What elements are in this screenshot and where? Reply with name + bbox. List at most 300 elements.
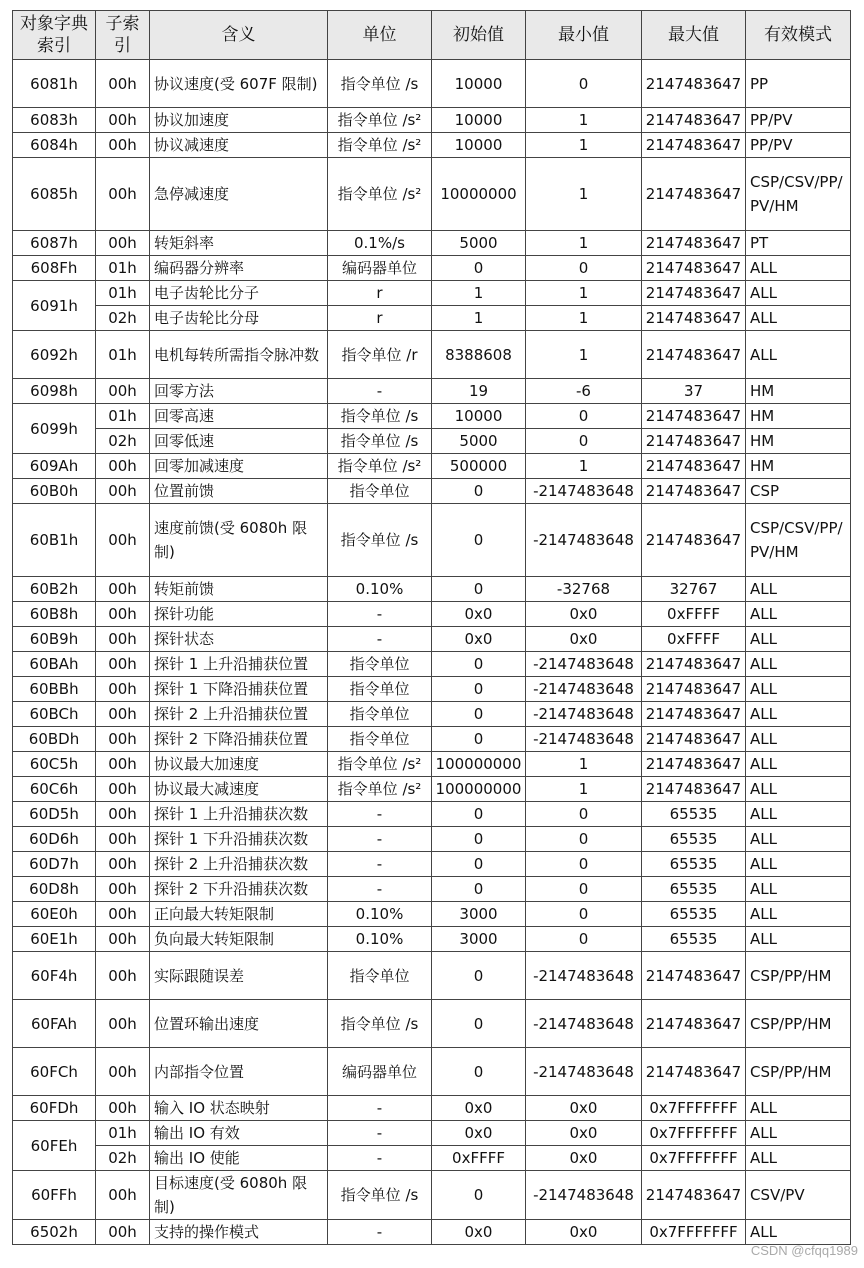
cell-mode: ALL [746,1096,851,1121]
cell-meaning: 回零方法 [150,379,328,404]
cell-index: 60B1h [13,504,96,577]
cell-unit: 指令单位 /s² [328,158,432,231]
cell-max: 2147483647 [642,231,746,256]
cell-subindex: 00h [96,158,150,231]
cell-mode: ALL [746,752,851,777]
cell-unit: 指令单位 [328,479,432,504]
cell-unit: - [328,1146,432,1171]
cell-max: 2147483647 [642,133,746,158]
table-body [13,60,851,1245]
table-row [13,429,851,454]
cell-min: 0 [526,256,642,281]
table-row [13,1000,851,1048]
cell-subindex: 00h [96,1048,150,1096]
cell-initial: 0 [432,479,526,504]
cell-meaning: 输出 IO 使能 [150,1146,328,1171]
cell-mode: ALL [746,927,851,952]
cell-index: 60B2h [13,577,96,602]
cell-max: 2147483647 [642,702,746,727]
cell-unit: 指令单位 /s [328,504,432,577]
cell-min: 0 [526,852,642,877]
cell-min: 0x0 [526,1096,642,1121]
cell-index: 6084h [13,133,96,158]
cell-subindex: 00h [96,802,150,827]
cell-mode: HM [746,404,851,429]
cell-unit: 指令单位 /s [328,429,432,454]
cell-subindex: 00h [96,777,150,802]
cell-initial: 0x0 [432,1220,526,1245]
cell-unit: 指令单位 /r [328,331,432,379]
table-row [13,902,851,927]
cell-initial: 0 [432,727,526,752]
cell-min: -2147483648 [526,1171,642,1220]
cell-index: 60D6h [13,827,96,852]
cell-max: 2147483647 [642,281,746,306]
cell-initial: 100000000 [432,752,526,777]
table-row [13,379,851,404]
cell-mode: ALL [746,602,851,627]
cell-subindex: 00h [96,827,150,852]
header-min: 最小值 [526,11,642,60]
cell-mode: ALL [746,827,851,852]
cell-mode: CSP/PP/HM [746,952,851,1000]
table-row [13,1220,851,1245]
cell-max: 2147483647 [642,952,746,1000]
table-row [13,1096,851,1121]
cell-subindex: 01h [96,1121,150,1146]
cell-index: 60B0h [13,479,96,504]
cell-max: 65535 [642,902,746,927]
cell-meaning: 协议最大加速度 [150,752,328,777]
cell-mode: CSV/PV [746,1171,851,1220]
cell-index: 6502h [13,1220,96,1245]
cell-min: 1 [526,454,642,479]
cell-meaning: 速度前馈(受 6080h 限制) [150,504,328,577]
cell-index: 609Ah [13,454,96,479]
table-row [13,504,851,577]
cell-max: 65535 [642,852,746,877]
cell-initial: 500000 [432,454,526,479]
table-row [13,952,851,1000]
cell-max: 2147483647 [642,1048,746,1096]
cell-min: -2147483648 [526,677,642,702]
cell-initial: 5000 [432,429,526,454]
cell-subindex: 00h [96,133,150,158]
table-row [13,877,851,902]
cell-meaning: 探针功能 [150,602,328,627]
cell-unit: 指令单位 /s [328,1171,432,1220]
cell-subindex: 00h [96,877,150,902]
cell-max: 2147483647 [642,256,746,281]
cell-subindex: 00h [96,627,150,652]
cell-mode: PP [746,60,851,108]
cell-index: 60FCh [13,1048,96,1096]
cell-subindex: 00h [96,577,150,602]
cell-index: 6087h [13,231,96,256]
cell-initial: 5000 [432,231,526,256]
cell-min: 1 [526,158,642,231]
table-row [13,133,851,158]
cell-mode: PT [746,231,851,256]
table-row [13,60,851,108]
cell-subindex: 01h [96,256,150,281]
table-row [13,158,851,231]
cell-subindex: 02h [96,1146,150,1171]
cell-meaning: 探针 1 下升沿捕获次数 [150,827,328,852]
cell-unit: 0.10% [328,902,432,927]
cell-unit: 0.10% [328,577,432,602]
cell-mode: ALL [746,652,851,677]
cell-index: 60B8h [13,602,96,627]
table-row [13,1171,851,1220]
cell-index: 60BCh [13,702,96,727]
cell-initial: 0 [432,1171,526,1220]
cell-initial: 19 [432,379,526,404]
cell-max: 0xFFFF [642,627,746,652]
cell-max: 0xFFFF [642,602,746,627]
cell-min: 1 [526,331,642,379]
cell-unit: 编码器单位 [328,256,432,281]
cell-initial: 0 [432,577,526,602]
cell-unit: 指令单位 [328,727,432,752]
cell-mode: ALL [746,852,851,877]
cell-subindex: 00h [96,1000,150,1048]
cell-meaning: 位置环输出速度 [150,1000,328,1048]
cell-max: 65535 [642,877,746,902]
cell-meaning: 实际跟随误差 [150,952,328,1000]
table-row [13,727,851,752]
cell-mode: CSP/PP/HM [746,1048,851,1096]
cell-unit: 0.1%/s [328,231,432,256]
cell-index: 60B9h [13,627,96,652]
cell-index: 60BAh [13,652,96,677]
cell-unit: - [328,877,432,902]
cell-index: 60BBh [13,677,96,702]
cell-max: 2147483647 [642,60,746,108]
cell-subindex: 00h [96,454,150,479]
cell-mode: HM [746,429,851,454]
cell-subindex: 00h [96,677,150,702]
cell-initial: 10000 [432,404,526,429]
cell-meaning: 探针 2 下升沿捕获次数 [150,877,328,902]
cell-max: 2147483647 [642,108,746,133]
table-row [13,927,851,952]
cell-initial: 0 [432,256,526,281]
cell-min: 0 [526,429,642,454]
cell-mode: ALL [746,306,851,331]
cell-min: 1 [526,752,642,777]
cell-meaning: 协议最大减速度 [150,777,328,802]
cell-max: 2147483647 [642,331,746,379]
table-row [13,231,851,256]
cell-initial: 10000 [432,60,526,108]
cell-unit: 指令单位 /s [328,404,432,429]
cell-meaning: 探针 2 上升沿捕获位置 [150,702,328,727]
cell-meaning: 电机每转所需指令脉冲数 [150,331,328,379]
cell-min: -6 [526,379,642,404]
cell-index: 60E1h [13,927,96,952]
cell-max: 2147483647 [642,158,746,231]
cell-mode: ALL [746,577,851,602]
cell-mode: ALL [746,877,851,902]
cell-meaning: 输出 IO 有效 [150,1121,328,1146]
cell-meaning: 回零高速 [150,404,328,429]
cell-initial: 0x0 [432,1096,526,1121]
cell-subindex: 00h [96,602,150,627]
cell-index: 60F4h [13,952,96,1000]
header-index: 对象字典索引 [13,11,96,60]
table-row [13,404,851,429]
header-mode: 有效模式 [746,11,851,60]
cell-unit: 指令单位 [328,702,432,727]
cell-index: 60D5h [13,802,96,827]
cell-unit: - [328,1220,432,1245]
cell-mode: CSP [746,479,851,504]
cell-min: 1 [526,281,642,306]
cell-max: 2147483647 [642,1000,746,1048]
cell-initial: 0 [432,1048,526,1096]
cell-min: 0x0 [526,1146,642,1171]
cell-meaning: 目标速度(受 6080h 限制) [150,1171,328,1220]
cell-index: 60C6h [13,777,96,802]
cell-meaning: 电子齿轮比分母 [150,306,328,331]
cell-unit: 指令单位 /s [328,60,432,108]
cell-min: -2147483648 [526,727,642,752]
cell-subindex: 02h [96,429,150,454]
table-row [13,1048,851,1096]
cell-max: 2147483647 [642,752,746,777]
cell-max: 2147483647 [642,504,746,577]
cell-index: 60E0h [13,902,96,927]
cell-min: 1 [526,231,642,256]
cell-meaning: 转矩前馈 [150,577,328,602]
header-meaning: 含义 [150,11,328,60]
cell-subindex: 00h [96,1220,150,1245]
cell-min: -2147483648 [526,479,642,504]
cell-max: 2147483647 [642,777,746,802]
cell-max: 65535 [642,927,746,952]
header-unit: 单位 [328,11,432,60]
cell-initial: 0 [432,802,526,827]
cell-min: 0 [526,877,642,902]
cell-mode: ALL [746,677,851,702]
cell-initial: 0 [432,1000,526,1048]
table-row [13,752,851,777]
cell-subindex: 00h [96,927,150,952]
cell-subindex: 00h [96,727,150,752]
cell-unit: - [328,379,432,404]
cell-unit: r [328,306,432,331]
cell-max: 2147483647 [642,306,746,331]
cell-index: 6091h [13,281,96,331]
table-row [13,852,851,877]
cell-initial: 0 [432,702,526,727]
cell-min: 0 [526,60,642,108]
cell-subindex: 00h [96,231,150,256]
cell-min: 0 [526,802,642,827]
cell-min: -2147483648 [526,1048,642,1096]
cell-mode: ALL [746,1121,851,1146]
cell-max: 0x7FFFFFFF [642,1146,746,1171]
cell-meaning: 探针 1 上升沿捕获位置 [150,652,328,677]
cell-unit: - [328,852,432,877]
cell-mode: CSP/CSV/PP/PV/HM [746,158,851,231]
cell-initial: 0x0 [432,627,526,652]
table-row [13,702,851,727]
cell-index: 6099h [13,404,96,454]
cell-max: 2147483647 [642,454,746,479]
cell-max: 2147483647 [642,677,746,702]
cell-initial: 0xFFFF [432,1146,526,1171]
cell-min: -2147483648 [526,952,642,1000]
table-row [13,1146,851,1171]
cell-index: 60FFh [13,1171,96,1220]
table-row [13,677,851,702]
cell-initial: 0 [432,652,526,677]
cell-mode: ALL [746,331,851,379]
cell-subindex: 00h [96,852,150,877]
watermark: CSDN @cfqq1989 [750,1243,858,1258]
table-row [13,306,851,331]
cell-meaning: 内部指令位置 [150,1048,328,1096]
header-initial: 初始值 [432,11,526,60]
cell-subindex: 00h [96,479,150,504]
table-row [13,331,851,379]
cell-max: 2147483647 [642,652,746,677]
table-row [13,777,851,802]
cell-mode: CSP/CSV/PP/PV/HM [746,504,851,577]
cell-mode: PP/PV [746,133,851,158]
cell-subindex: 00h [96,952,150,1000]
cell-index: 608Fh [13,256,96,281]
cell-unit: - [328,602,432,627]
cell-mode: CSP/PP/HM [746,1000,851,1048]
cell-initial: 100000000 [432,777,526,802]
cell-initial: 10000 [432,133,526,158]
cell-unit: 指令单位 /s [328,1000,432,1048]
cell-initial: 0x0 [432,1121,526,1146]
cell-meaning: 支持的操作模式 [150,1220,328,1245]
cell-min: 0x0 [526,627,642,652]
cell-index: 6083h [13,108,96,133]
cell-initial: 0 [432,827,526,852]
cell-meaning: 探针 1 上升沿捕获次数 [150,802,328,827]
cell-mode: PP/PV [746,108,851,133]
cell-unit: - [328,827,432,852]
cell-mode: ALL [746,1146,851,1171]
cell-index: 60BDh [13,727,96,752]
cell-meaning: 负向最大转矩限制 [150,927,328,952]
cell-subindex: 00h [96,702,150,727]
table-row [13,627,851,652]
cell-meaning: 电子齿轮比分子 [150,281,328,306]
cell-subindex: 00h [96,902,150,927]
cell-unit: 编码器单位 [328,1048,432,1096]
object-dictionary-table [12,10,851,1245]
table-row [13,1121,851,1146]
cell-initial: 0 [432,877,526,902]
cell-initial: 10000000 [432,158,526,231]
cell-unit: 指令单位 /s² [328,133,432,158]
cell-min: 0 [526,927,642,952]
cell-max: 2147483647 [642,479,746,504]
cell-subindex: 00h [96,379,150,404]
cell-subindex: 00h [96,1171,150,1220]
cell-max: 2147483647 [642,429,746,454]
cell-meaning: 编码器分辨率 [150,256,328,281]
cell-min: 0 [526,404,642,429]
table-row [13,802,851,827]
cell-min: 0 [526,902,642,927]
cell-min: 0 [526,827,642,852]
cell-meaning: 协议减速度 [150,133,328,158]
table-row [13,108,851,133]
cell-unit: - [328,1096,432,1121]
cell-subindex: 01h [96,281,150,306]
cell-max: 2147483647 [642,404,746,429]
cell-min: 1 [526,133,642,158]
cell-max: 65535 [642,827,746,852]
cell-initial: 3000 [432,927,526,952]
cell-max: 0x7FFFFFFF [642,1121,746,1146]
cell-min: 1 [526,306,642,331]
table-row [13,454,851,479]
cell-min: 1 [526,108,642,133]
cell-max: 32767 [642,577,746,602]
cell-subindex: 01h [96,404,150,429]
cell-min: -2147483648 [526,1000,642,1048]
cell-initial: 1 [432,306,526,331]
cell-meaning: 输入 IO 状态映射 [150,1096,328,1121]
cell-index: 6092h [13,331,96,379]
cell-index: 60D8h [13,877,96,902]
cell-min: 0x0 [526,602,642,627]
cell-subindex: 00h [96,108,150,133]
cell-subindex: 02h [96,306,150,331]
cell-unit: 0.10% [328,927,432,952]
cell-initial: 0 [432,677,526,702]
cell-mode: HM [746,379,851,404]
cell-max: 65535 [642,802,746,827]
cell-index: 60D7h [13,852,96,877]
cell-meaning: 探针状态 [150,627,328,652]
table-row [13,479,851,504]
table-row [13,602,851,627]
cell-subindex: 00h [96,1096,150,1121]
cell-min: -2147483648 [526,702,642,727]
cell-initial: 1 [432,281,526,306]
table-row [13,256,851,281]
cell-unit: - [328,1121,432,1146]
cell-index: 60FEh [13,1121,96,1171]
cell-unit: 指令单位 /s² [328,454,432,479]
cell-unit: 指令单位 [328,677,432,702]
cell-index: 6085h [13,158,96,231]
cell-meaning: 协议加速度 [150,108,328,133]
cell-meaning: 协议速度(受 607F 限制) [150,60,328,108]
cell-max: 2147483647 [642,1171,746,1220]
cell-meaning: 探针 1 下降沿捕获位置 [150,677,328,702]
cell-mode: ALL [746,802,851,827]
cell-initial: 0 [432,952,526,1000]
cell-initial: 0 [432,504,526,577]
cell-initial: 8388608 [432,331,526,379]
cell-min: 0x0 [526,1121,642,1146]
cell-subindex: 01h [96,331,150,379]
cell-unit: r [328,281,432,306]
cell-meaning: 位置前馈 [150,479,328,504]
cell-meaning: 探针 2 上升沿捕获次数 [150,852,328,877]
